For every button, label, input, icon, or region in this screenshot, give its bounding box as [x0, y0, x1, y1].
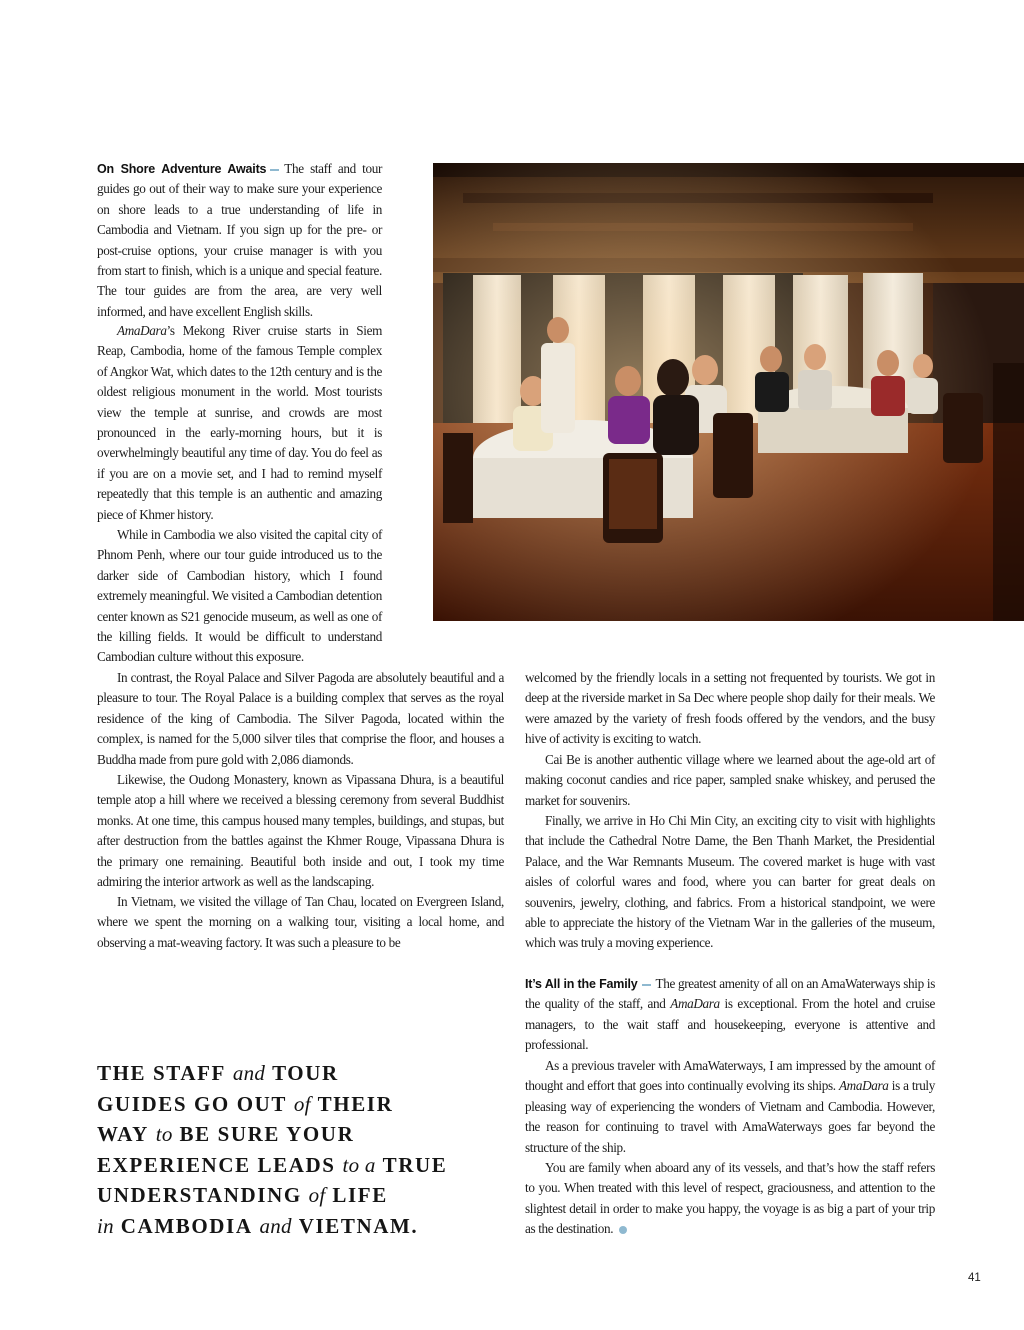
section-heading-on-shore: On Shore Adventure Awaits [97, 162, 267, 176]
pull-quote-word: to a [342, 1152, 376, 1177]
col2-family-para-1 [525, 974, 935, 1056]
pull-quote-word: VIETNAM. [298, 1213, 419, 1238]
col2-para-1 [525, 668, 935, 750]
col2-para-2 [525, 750, 935, 811]
section-heading-family: It’s All in the Family [525, 977, 638, 991]
col2-family-para-3 [525, 1158, 935, 1240]
family-p2-b: is a truly pleasing way of experiencing the wonders of Vietnam and Cambodia. However, the reason for continuing to travel with AmaWaterways goes far beyond the structure of the ship. [525, 1078, 935, 1155]
col1-p5-text: Likewise, the Oudong Monastery, known as Vipassana Dhura, is a beautiful temple atop a hill where we received a blessing ceremony from several Buddhist monks. At one time, this campus housed many temples, buildings, and stupas, but after destruction from the battles against the Khmer Rouge, Vipassana Dhura is the primary one remaining. Beautiful both inside and out, I took my time admiring the interior artwork as well as the landscaping. [97, 772, 504, 890]
col1-p6-text: In Vietnam, we visited the village of Tan Chau, located on Evergreen Island, where we spent the morning on a walking tour, visiting a local home, and observing a mat-weaving factory. It was such a pleasure to be [97, 894, 504, 950]
end-of-article-dot-icon [619, 1226, 627, 1234]
col2-family-para-2 [525, 1056, 935, 1158]
pull-quote-word: and [259, 1213, 292, 1238]
pull-quote-word: GUIDES GO OUT [97, 1091, 287, 1116]
restaurant-photo-illustration [433, 163, 1024, 621]
pull-quote-word: CAMBODIA [120, 1213, 253, 1238]
ship-name: AmaDara [838, 1078, 889, 1094]
col2-para-3 [525, 811, 935, 954]
heading-separator [642, 984, 651, 986]
col1-para-6 [97, 892, 504, 953]
heading-separator [270, 169, 279, 171]
pull-quote-word: UNDERSTANDING [97, 1183, 302, 1208]
family-p1-b: is exceptional. From the hotel and cruise managers, to the wait staff and housekeeping, everyone is attentive and professional. [525, 996, 935, 1053]
pull-quote-word: THE STAFF [97, 1061, 226, 1085]
pull-quote-word: of [293, 1091, 311, 1116]
pull-quote-word: BE SURE YOUR [179, 1122, 355, 1147]
col1-para-1 [97, 159, 382, 322]
pull-quote-word: THEIR [317, 1091, 394, 1116]
col1-para-5 [97, 770, 504, 892]
pull-quote-word: of [308, 1183, 326, 1208]
col1-para-4 [97, 668, 504, 770]
pull-quote-word: WAY [97, 1122, 149, 1147]
pull-quote-word: to [155, 1122, 173, 1147]
pull-quote-word: EXPERIENCE LEADS [97, 1152, 336, 1177]
col1-para-3 [97, 525, 382, 668]
col1-p3-text: While in Cambodia we also visited the capital city of Phnom Penh, where our tour guide introduced us to the darker side of Cambodian history, which I found extremely meaningful. We visited a Cambodian detention center known as S21 genocide museum, as well as one of the killing fields. It would be difficult to understand Cambodian culture without this exposure. [97, 527, 382, 665]
col2-p1-text: welcomed by the friendly locals in a setting not frequented by tourists. We got in deep at the riverside market in Sa Dec where people shop daily for their meals. We were amazed by the variety of fresh foods offered by the vendors, and the busy hive of activity is exciting to watch. [525, 670, 935, 747]
family-p2-a: As a previous traveler with AmaWaterways, I am impressed by the amount of thought and effort that goes into continually evolving its ships. [525, 1058, 935, 1094]
ship-name: AmaDara [670, 996, 720, 1012]
page-number: 41 [968, 1272, 981, 1284]
pull-quote-word: in [97, 1213, 114, 1238]
restaurant-photo [433, 163, 1024, 621]
col1-p2-text: ’s Mekong River cruise starts in Siem Reap, Cambodia, home of the famous Temple complex of Angkor Wat, which dates to the 12th century and is the oldest religious monument in the world. Most tourists view the temple at sunrise, and crowds are most pronounced in the early-morning hours, but it is overwhelmingly beautiful any time of day. You do feel as if you are on a movie set, and I had to remind myself repeatedly that this temple is an authentic and amazing piece of Khmer history. [97, 323, 382, 522]
col1-p4-text: In contrast, the Royal Palace and Silver Pagoda are absolutely beautiful and a pleasure to tour. The Royal Palace is a building complex that serves as the royal residence of the king of Cambodia. The Silver Pagoda, located within the complex, is named for the 5,000 silver tiles that comprise the floor, and houses a Buddha made from pure gold with 2,086 diamonds. [97, 670, 504, 767]
pull-quote-word: TOUR [272, 1061, 339, 1085]
pull-quote-word: and [232, 1061, 266, 1085]
family-p1-a: The greatest amenity of all on an AmaWaterways ship is the quality of the staff, and [525, 976, 935, 1012]
col1-p1-text: The staff and tour guides go out of their way to make sure your experience on shore leads to a true understanding of life in Cambodia and Vietnam. If you sign up for the pre- or post-cruise options, your cruise manager is with you from start to finish, which is a unique and special feature. The tour guides are from the area, are very well informed, and have excellent English skills. [97, 161, 383, 319]
col2-p3-text: Finally, we arrive in Ho Chi Min City, an exciting city to visit with highlights that include the Cathedral Notre Dame, the Ben Thanh Market, the Presidential Palace, and the War Remnants Museum. The covered market is huge with vast aisles of colorful wares and food, where you can barter for great deals on souvenirs, jewelry, clothing, and fabrics. From a historical standpoint, we were able to appreciate the history of the Vietnam War in the galleries of the museum, which was truly a moving experience. [525, 813, 935, 951]
col2-p2-text: Cai Be is another authentic village where we learned about the age-old art of making coconut candies and rice paper, sampled snake whiskey, and perused the market for souvenirs. [525, 752, 935, 808]
col1-para-2 [97, 321, 382, 525]
pull-quote [97, 1058, 497, 1242]
family-p3-text: You are family when aboard any of its vessels, and that’s how the staff refers to you. When treated with this level of respect, graciousness, and attention to the slightest detail in order to make you happy, the voyage is as big a part of your trip as the destination. [525, 1160, 935, 1237]
ship-name: AmaDara [117, 323, 167, 338]
pull-quote-word: TRUE [382, 1152, 448, 1177]
pull-quote-word: LIFE [332, 1183, 388, 1208]
